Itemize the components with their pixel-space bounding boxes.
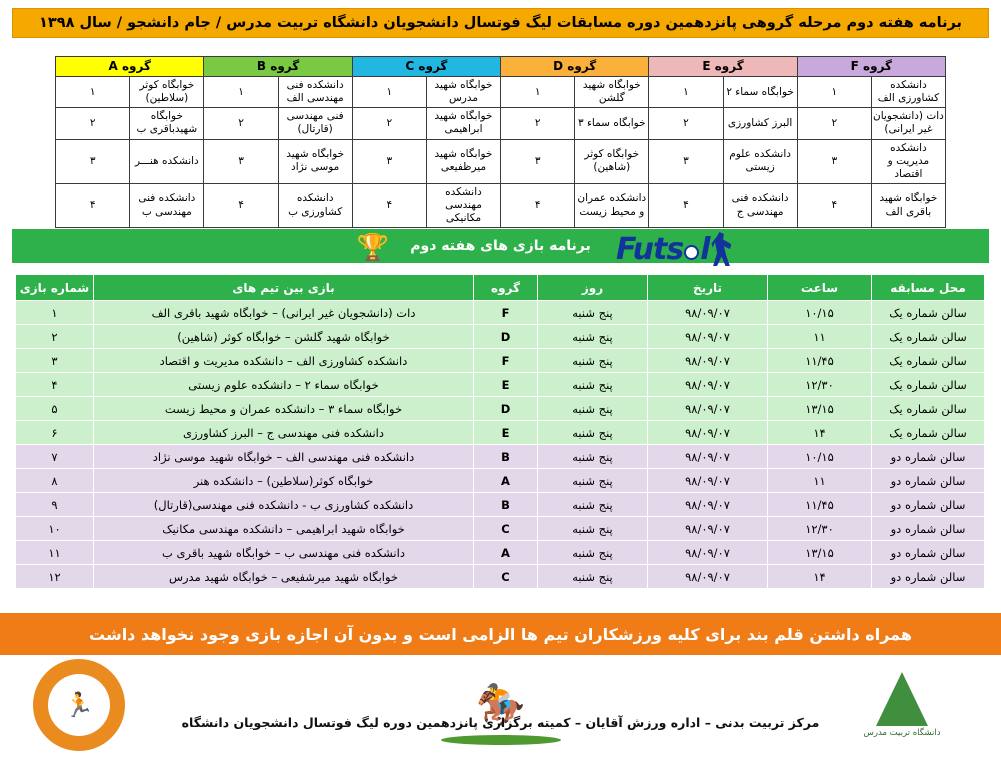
match-date: ۹۸/۰۹/۰۷: [648, 493, 768, 517]
table-row: [16, 565, 985, 589]
match-number: ۱۰: [16, 517, 94, 541]
match-day: پنج شنبه: [538, 517, 648, 541]
match-day: پنج شنبه: [538, 325, 648, 349]
match-number: ۱: [16, 301, 94, 325]
group-c-team: خوابگاه شهید میرظفیعی: [426, 139, 500, 183]
group-d-team: خوابگاه سماء ۳: [575, 108, 649, 139]
match-day: پنج شنبه: [538, 493, 648, 517]
match-group: F: [474, 349, 538, 373]
match-day: پنج شنبه: [538, 301, 648, 325]
row-number: ۲: [352, 108, 426, 139]
futsal-logo-text: Futs: [616, 231, 684, 267]
match-group: B: [474, 445, 538, 469]
match-number: ۹: [16, 493, 94, 517]
col-header-group: گروه: [474, 275, 538, 301]
row-number: ۱: [649, 77, 723, 108]
row-number: ۲: [56, 108, 130, 139]
row-number: ۴: [501, 183, 575, 227]
match-number: ۱۲: [16, 565, 94, 589]
row-number: ۴: [649, 183, 723, 227]
match-place: سالن شماره دو: [872, 541, 985, 565]
match-time: ۱۲/۳۰: [768, 373, 872, 397]
match-time: ۱۱: [768, 469, 872, 493]
table-row: [16, 349, 985, 373]
match-time: ۱۱/۴۵: [768, 349, 872, 373]
row-number: ۳: [204, 139, 278, 183]
group-e-team: خوابگاه سماء ۲: [723, 77, 797, 108]
player-icon: [711, 232, 731, 266]
match-time: ۱۱/۴۵: [768, 493, 872, 517]
match-group: A: [474, 469, 538, 493]
match-teams: خوابگاه سماء ۲ – دانشکده علوم زیستی: [94, 373, 474, 397]
match-day: پنج شنبه: [538, 421, 648, 445]
row-number: ۳: [797, 139, 871, 183]
col-header-day: روز: [538, 275, 648, 301]
group-d-team: خوابگاه شهید گلشن: [575, 77, 649, 108]
col-header-match-number: شماره بازی: [16, 275, 94, 301]
match-time: ۱۳/۱۵: [768, 397, 872, 421]
match-time: ۱۴: [768, 565, 872, 589]
futsal-logo: [616, 228, 801, 270]
match-date: ۹۸/۰۹/۰۷: [648, 397, 768, 421]
match-place: سالن شماره یک: [872, 301, 985, 325]
group-c-team: خوابگاه شهید مدرس: [426, 77, 500, 108]
group-f-team: خوابگاه شهید باقری الف: [871, 183, 945, 227]
row-number: ۲: [501, 108, 575, 139]
footer: [0, 655, 1001, 759]
match-number: ۷: [16, 445, 94, 469]
row-number: ۱: [56, 77, 130, 108]
match-number: ۳: [16, 349, 94, 373]
group-header-d: گروه D: [501, 57, 649, 77]
group-c-team: دانشکده مهندسی مکانیکی: [426, 183, 500, 227]
table-row: [16, 469, 985, 493]
group-d-team: دانشکده عمران و محیط زیست: [575, 183, 649, 227]
match-group: C: [474, 565, 538, 589]
match-number: ۴: [16, 373, 94, 397]
match-place: سالن شماره یک: [872, 397, 985, 421]
match-place: سالن شماره دو: [872, 469, 985, 493]
match-day: پنج شنبه: [538, 373, 648, 397]
horse-rider-icon: 🏇: [475, 682, 526, 728]
table-row: [16, 301, 985, 325]
group-a-team: دانشکده فنی مهندسی ب: [130, 183, 204, 227]
group-e-team: البرز کشاورزی: [723, 108, 797, 139]
notice-text: همراه داشتن قلم بند برای کلیه ورزشکاران تیم ها الزامی است و بدون آن اجازه بازی وجود نخواهد داشت: [89, 624, 912, 644]
match-date: ۹۸/۰۹/۰۷: [648, 421, 768, 445]
page-title: برنامه هفته دوم مرحله گروهی پانزدهمین دوره مسابقات لیگ فوتسال دانشجویان دانشگاه تربیت مدرس / جام دانشجو / سال ۱۳۹۸: [39, 15, 962, 31]
row-number: ۴: [204, 183, 278, 227]
table-row: [16, 493, 985, 517]
match-place: سالن شماره یک: [872, 373, 985, 397]
groups-section: [55, 56, 946, 228]
row-number: ۱: [204, 77, 278, 108]
match-group: B: [474, 493, 538, 517]
table-row: [56, 108, 946, 139]
group-b-team: دانشکده کشاورزی ب: [278, 183, 352, 227]
header-banner: [12, 8, 989, 38]
row-number: ۱: [352, 77, 426, 108]
match-date: ۹۸/۰۹/۰۷: [648, 349, 768, 373]
match-place: سالن شماره دو: [872, 445, 985, 469]
group-header-a: گروه A: [56, 57, 204, 77]
matches-header-row: [16, 275, 985, 301]
match-teams: دانشکده فنی مهندسی ب – خوابگاه شهید باقری ب: [94, 541, 474, 565]
col-header-date: تاریخ: [648, 275, 768, 301]
grass-decoration: [441, 735, 561, 745]
match-time: ۱۰/۱۵: [768, 301, 872, 325]
row-number: ۳: [649, 139, 723, 183]
group-e-team: دانشکده علوم زیستی: [723, 139, 797, 183]
table-row: [56, 183, 946, 227]
match-group: A: [474, 541, 538, 565]
groups-header-row: [56, 57, 946, 77]
row-number: ۴: [797, 183, 871, 227]
match-number: ۶: [16, 421, 94, 445]
table-row: [16, 541, 985, 565]
match-date: ۹۸/۰۹/۰۷: [648, 325, 768, 349]
group-e-team: دانشکده فنی مهندسی ج: [723, 183, 797, 227]
table-row: [16, 325, 985, 349]
match-number: ۱۱: [16, 541, 94, 565]
footer-text: مرکز تربیت بدنی – اداره ورزش آقایان – کمیته برگزاری پانزدهمین دوره لیگ فوتسال دانشجویان دانشگاه: [181, 715, 820, 730]
group-b-team: دانشکده فنی مهندسی الف: [278, 77, 352, 108]
match-number: ۲: [16, 325, 94, 349]
match-day: پنج شنبه: [538, 469, 648, 493]
group-header-b: گروه B: [204, 57, 352, 77]
match-group: E: [474, 421, 538, 445]
match-number: ۸: [16, 469, 94, 493]
group-b-team: فنی مهندسی (قارتال): [278, 108, 352, 139]
match-place: سالن شماره یک: [872, 421, 985, 445]
match-place: سالن شماره دو: [872, 493, 985, 517]
group-b-team: خوابگاه شهید موسی نژاد: [278, 139, 352, 183]
groups-table: [55, 56, 946, 228]
match-time: ۱۲/۳۰: [768, 517, 872, 541]
group-a-team: خوابگاه کوثر (سلاطین): [130, 77, 204, 108]
match-place: سالن شماره دو: [872, 565, 985, 589]
match-date: ۹۸/۰۹/۰۷: [648, 517, 768, 541]
row-number: ۴: [56, 183, 130, 227]
match-place: سالن شماره یک: [872, 325, 985, 349]
match-date: ۹۸/۰۹/۰۷: [648, 445, 768, 469]
col-header-place: محل مسابقه: [872, 275, 985, 301]
match-teams: خوابگاه کوثر(سلاطین) – دانشکده هنر: [94, 469, 474, 493]
row-number: ۲: [649, 108, 723, 139]
match-date: ۹۸/۰۹/۰۷: [648, 541, 768, 565]
row-number: ۳: [501, 139, 575, 183]
table-row: [16, 445, 985, 469]
matches-banner: [12, 229, 989, 263]
logo-ring: [33, 659, 125, 751]
match-teams: دانشکده کشاورزی الف – دانشکده مدیریت و اقتصاد: [94, 349, 474, 373]
match-teams: دانشکده فنی مهندسی الف – خوابگاه شهید موسی نژاد: [94, 445, 474, 469]
trophy-icon: 🏆: [356, 233, 389, 263]
matches-section: [16, 274, 985, 589]
row-number: ۱: [501, 77, 575, 108]
match-day: پنج شنبه: [538, 349, 648, 373]
match-date: ۹۸/۰۹/۰۷: [648, 469, 768, 493]
notice-banner: [0, 613, 1001, 655]
match-day: پنج شنبه: [538, 541, 648, 565]
row-number: ۲: [797, 108, 871, 139]
table-row: [16, 373, 985, 397]
match-teams: دانشکده کشاورزی ب - دانشکده فنی مهندسی(قارتال): [94, 493, 474, 517]
match-time: ۱۰/۱۵: [768, 445, 872, 469]
match-group: D: [474, 325, 538, 349]
group-a-team: خوابگاه شهیدباقری ب: [130, 108, 204, 139]
match-teams: دانشکده فنی مهندسی ج – البرز کشاورزی: [94, 421, 474, 445]
match-date: ۹۸/۰۹/۰۷: [648, 301, 768, 325]
row-number: ۳: [56, 139, 130, 183]
match-teams: خوابگاه شهید گلشن – خوابگاه کوثر (شاهین): [94, 325, 474, 349]
match-place: سالن شماره یک: [872, 349, 985, 373]
match-teams: خوابگاه سماء ۳ – دانشکده عمران و محیط زیست: [94, 397, 474, 421]
group-f-team: دانشکده مدیریت و اقتصاد: [871, 139, 945, 183]
row-number: ۴: [352, 183, 426, 227]
row-number: ۳: [352, 139, 426, 183]
futsal-logo-text2: l: [700, 231, 710, 267]
match-group: C: [474, 517, 538, 541]
match-time: ۱۴: [768, 421, 872, 445]
university-logo-caption: دانشگاه تربیت مدرس: [863, 728, 941, 738]
match-group: D: [474, 397, 538, 421]
group-header-e: گروه E: [649, 57, 797, 77]
match-teams: خوابگاه شهید ابراهیمی – دانشکده مهندسی مکانیک: [94, 517, 474, 541]
table-row: [16, 421, 985, 445]
table-row: [56, 77, 946, 108]
group-a-team: دانشکده هنـــر: [130, 139, 204, 183]
group-header-f: گروه F: [797, 57, 945, 77]
match-day: پنج شنبه: [538, 397, 648, 421]
group-f-team: دانشکده کشاورزی الف: [871, 77, 945, 108]
match-day: پنج شنبه: [538, 565, 648, 589]
match-teams: دات (دانشجویان غیر ایرانی) – خوابگاه شهید باقری الف: [94, 301, 474, 325]
match-date: ۹۸/۰۹/۰۷: [648, 373, 768, 397]
group-d-team: خوابگاه کوثر (شاهین): [575, 139, 649, 183]
match-day: پنج شنبه: [538, 445, 648, 469]
logo-inner-figure: 🏃: [48, 674, 110, 736]
match-group: F: [474, 301, 538, 325]
table-row: [16, 397, 985, 421]
group-c-team: خوابگاه شهید ابراهیمی: [426, 108, 500, 139]
mascot-illustration: [441, 665, 561, 745]
match-group: E: [474, 373, 538, 397]
col-header-time: ساعت: [768, 275, 872, 301]
match-time: ۱۳/۱۵: [768, 541, 872, 565]
row-number: ۱: [797, 77, 871, 108]
col-header-teams: بازی بین تیم های: [94, 275, 474, 301]
table-row: [16, 517, 985, 541]
matches-table: [15, 274, 985, 589]
match-date: ۹۸/۰۹/۰۷: [648, 565, 768, 589]
table-row: [56, 139, 946, 183]
ball-icon: [684, 245, 699, 260]
sports-center-logo: [24, 657, 134, 753]
match-number: ۵: [16, 397, 94, 421]
match-time: ۱۱: [768, 325, 872, 349]
row-number: ۲: [204, 108, 278, 139]
university-logo: [827, 659, 977, 751]
matches-banner-title: برنامه بازی های هفته دوم: [410, 238, 591, 254]
match-teams: خوابگاه شهید میرشفیعی – خوابگاه شهید مدرس: [94, 565, 474, 589]
match-place: سالن شماره دو: [872, 517, 985, 541]
group-f-team: دات (دانشجویان غیر ایرانی): [871, 108, 945, 139]
group-header-c: گروه C: [352, 57, 500, 77]
